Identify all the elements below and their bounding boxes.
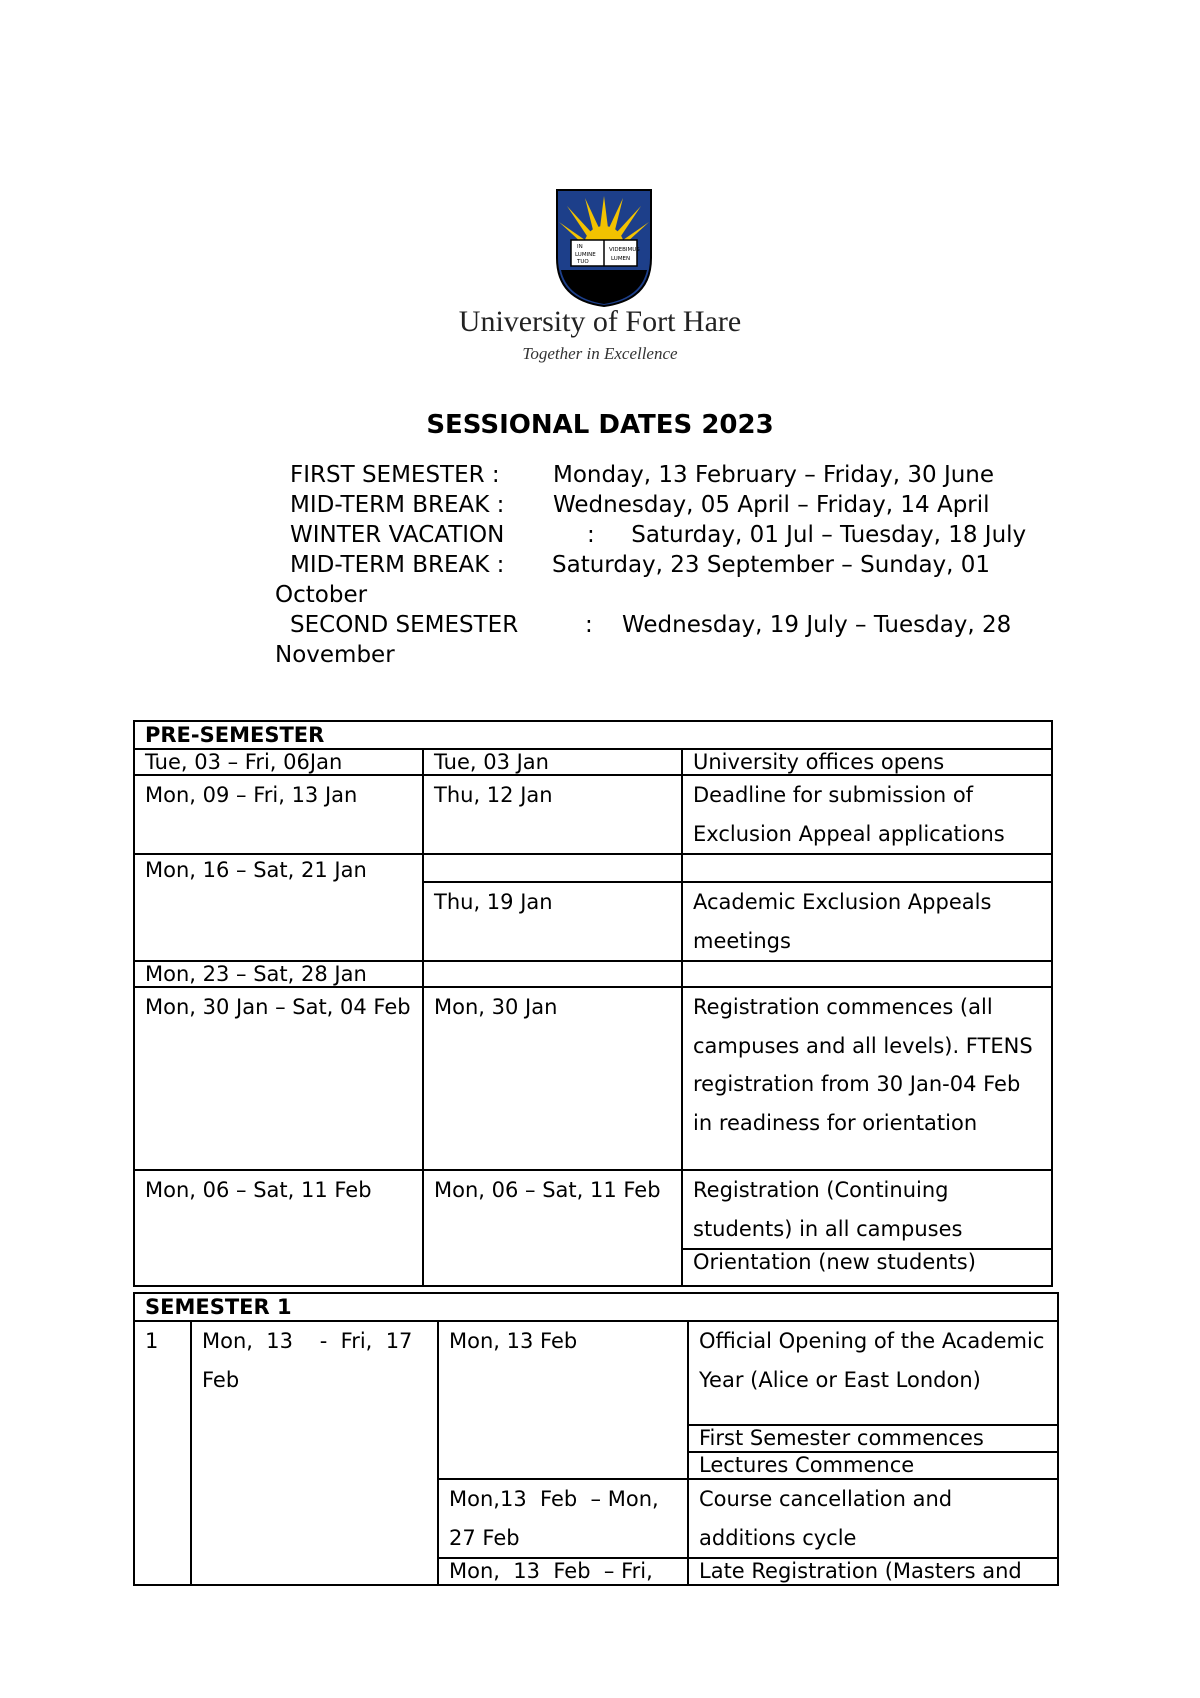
date-cell: Thu, 12 Jan bbox=[423, 775, 682, 854]
table-row bbox=[134, 854, 1052, 882]
week-cell: 1 bbox=[134, 1321, 191, 1585]
period-cell: Mon, 13 - Fri, 17 Feb bbox=[191, 1321, 438, 1585]
table-row bbox=[134, 961, 1052, 987]
summary-continuation: November bbox=[275, 642, 395, 668]
semester-1-heading: SEMESTER 1 bbox=[134, 1293, 1058, 1321]
period-cell: Mon, 30 Jan – Sat, 04 Feb bbox=[134, 987, 423, 1170]
summary-row bbox=[275, 550, 1055, 580]
table-header-row bbox=[134, 1293, 1058, 1321]
key-dates-summary bbox=[275, 460, 1055, 670]
event-cell: Orientation (new students) bbox=[682, 1249, 1052, 1286]
event-cell: Course cancellation and additions cycle bbox=[688, 1479, 1058, 1558]
event-cell: Lectures Commence bbox=[688, 1452, 1058, 1479]
table-row bbox=[134, 775, 1052, 854]
pre-semester-table bbox=[133, 720, 1053, 1287]
university-name: University of Fort Hare bbox=[458, 305, 742, 338]
date-cell: Mon, 13 Feb bbox=[438, 1321, 688, 1479]
page-title: SESSIONAL DATES 2023 bbox=[426, 410, 774, 440]
period-cell: Mon, 09 – Fri, 13 Jan bbox=[134, 775, 423, 854]
date-cell: Tue, 03 Jan bbox=[423, 749, 682, 775]
summary-value: : Wednesday, 19 July – Tuesday, 28 bbox=[585, 612, 1012, 638]
period-cell: Mon, 06 – Sat, 11 Feb bbox=[134, 1170, 423, 1286]
summary-label: WINTER VACATION bbox=[290, 522, 505, 548]
summary-value: : Saturday, 01 Jul – Tuesday, 18 July bbox=[587, 522, 1027, 548]
summary-value: Wednesday, 05 April – Friday, 14 April bbox=[553, 492, 990, 518]
date-cell: Thu, 19 Jan bbox=[423, 882, 682, 961]
event-cell: Official Opening of the Academic Year (Alice or East London) bbox=[688, 1321, 1058, 1425]
pre-semester-heading: PRE-SEMESTER bbox=[134, 721, 1052, 749]
event-cell: First Semester commences bbox=[688, 1425, 1058, 1452]
event-cell: Late Registration (Masters and bbox=[688, 1558, 1058, 1585]
date-cell: Mon,13 Feb – Mon, 27 Feb bbox=[438, 1479, 688, 1558]
date-cell: Mon, 06 – Sat, 11 Feb bbox=[423, 1170, 682, 1286]
period-cell: Tue, 03 – Fri, 06Jan bbox=[134, 749, 423, 775]
event-cell: Academic Exclusion Appeals meetings bbox=[682, 882, 1052, 961]
university-crest-icon bbox=[555, 188, 653, 308]
event-cell: Registration commences (all campuses and all levels). FTENS registration from 30 Jan-04 Feb in readiness for orientation bbox=[682, 987, 1052, 1170]
semester-1-table bbox=[133, 1292, 1059, 1586]
event-cell: Deadline for submission of Exclusion Appeal applications bbox=[682, 775, 1052, 854]
summary-row bbox=[275, 490, 1055, 520]
summary-value: Monday, 13 February – Friday, 30 June bbox=[553, 462, 995, 488]
crest-text-lumine: LUMINE bbox=[575, 252, 596, 258]
crest-text-lumen: LUMEN bbox=[611, 256, 631, 262]
table-row bbox=[134, 749, 1052, 775]
summary-value: Saturday, 23 September – Sunday, 01 bbox=[552, 552, 991, 578]
table-row bbox=[134, 987, 1052, 1170]
table-header-row bbox=[134, 721, 1052, 749]
crest-text-tuo: TUO bbox=[577, 259, 589, 265]
summary-label: FIRST SEMESTER : bbox=[290, 462, 500, 488]
summary-label: SECOND SEMESTER bbox=[290, 612, 519, 638]
event-cell: Registration (Continuing students) in all campuses bbox=[682, 1170, 1052, 1249]
university-tagline: Together in Excellence bbox=[522, 344, 678, 363]
summary-row-continuation bbox=[275, 640, 1055, 670]
date-cell bbox=[423, 961, 682, 987]
table-row bbox=[134, 1321, 1058, 1425]
period-cell: Mon, 16 – Sat, 21 Jan bbox=[134, 854, 423, 961]
event-cell bbox=[682, 854, 1052, 882]
table-row bbox=[134, 1170, 1052, 1249]
period-cell: Mon, 23 – Sat, 28 Jan bbox=[134, 961, 423, 987]
summary-label: MID-TERM BREAK : bbox=[290, 552, 505, 578]
date-cell bbox=[423, 854, 682, 882]
date-cell: Mon, 30 Jan bbox=[423, 987, 682, 1170]
summary-row bbox=[275, 460, 1055, 490]
event-cell bbox=[682, 961, 1052, 987]
crest-text-videbimus: VIDEBIMUS bbox=[609, 247, 640, 253]
date-cell: Mon, 13 Feb – Fri, bbox=[438, 1558, 688, 1585]
summary-row bbox=[275, 610, 1055, 640]
summary-row-continuation bbox=[275, 580, 1055, 610]
crest-text-in: IN bbox=[577, 244, 583, 250]
summary-row bbox=[275, 520, 1055, 550]
summary-continuation: October bbox=[275, 582, 368, 608]
event-cell: University offices opens bbox=[682, 749, 1052, 775]
summary-label: MID-TERM BREAK : bbox=[290, 492, 505, 518]
